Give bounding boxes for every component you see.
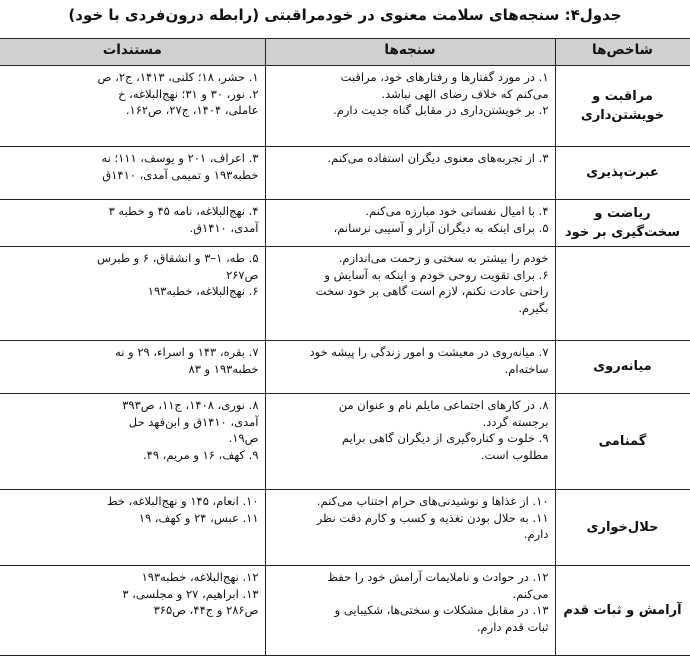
document-line: ۸. نوری، ۱۴۰۸، ج۱۱، ص۳۹۳ [122, 398, 259, 412]
measure-line: ۲. بر خویشتن‌داری در مقابل گناه جدیت دارم. [333, 103, 549, 118]
measure-line: ۸. در کارهای اجتماعی مایلم نام و عنوان من [338, 398, 549, 412]
document-line: ۵. طه، ۱–۳ و انشقاق، ۶ و طبرس [96, 251, 259, 265]
measure-line: ۳. از تجربه‌های معنوی دیگران استفاده می‌کنم. [327, 151, 549, 165]
documents-cell [0, 341, 265, 394]
document-line: ۶. نهج‌البلاغه، خطبه۱۹۳ [147, 284, 259, 299]
measures-cell [265, 147, 555, 200]
measures-cell [265, 566, 555, 656]
document-line: ۱. حشر، ۱۸؛ کلنی، ۱۴۱۳، ج۲، ص [97, 70, 259, 84]
table-row [0, 566, 690, 656]
document-line: ص۱۹. [228, 431, 259, 446]
measure-line: ۱۰. از غذاها و نوشیدنی‌های حرام اجتناب می‌کنم. [316, 494, 549, 508]
document-line: آمدی، ۱۴۱۰ق و ابن‌فهد حل [128, 414, 259, 429]
documents-cell [0, 147, 265, 200]
measures-cell [265, 394, 555, 490]
header-indicator: شاخص‌ها [555, 39, 690, 66]
indicator-cell: مراقبت و خویشتن‌داری [555, 66, 690, 147]
document-line: ص۲۶۷ [226, 267, 259, 282]
documents-cell [0, 66, 265, 147]
document-line: ۱۱. عبس، ۲۴ و کهف، ۱۹ [138, 510, 259, 525]
header-row [0, 39, 690, 66]
indicator-cell: عبرت‌پذیری [555, 147, 690, 200]
header-measures: سنجه‌ها [265, 39, 555, 66]
table-title: جدول۴: سنجه‌های سلامت معنوی در خودمراقبتی (رابطه درون‌فردی با خود) [68, 6, 622, 24]
measure-line: ۱۱. به حلال بودن تغذیه و کسب و کارم دقت نظر [316, 510, 549, 525]
measure-line: مطلوب است. [480, 448, 549, 463]
document-line: ۴. نهج‌البلاغه، نامه ۴۵ و خطبه ۳ [108, 204, 259, 218]
measure-line: ۱۳. در مقابل مشکلات و سختی‌ها، شکیبایی و [334, 603, 549, 618]
measure-line: ۹. خلوت و کناره‌گیری از دیگران گاهی برایم [341, 431, 549, 446]
documents-cell [0, 394, 265, 490]
measure-line: راحتی عادت نکنم، لازم است گاهی بر خود سخت [315, 284, 549, 299]
document-line: ۳. اعراف، ۲۰۱ و یوسف، ۱۱۱؛ نه [101, 151, 259, 165]
table-row [0, 341, 690, 394]
measures-cell [265, 247, 555, 341]
measures-cell [265, 66, 555, 147]
document-line: خطبه۱۹۳ و تمیمی آمدی، ۱۴۱۰ق [102, 167, 259, 182]
measures-cell [265, 200, 555, 247]
document-line: ۱۲. نهج‌البلاغه، خطبه۱۹۳ [141, 570, 259, 584]
document-line: ۲. نور، ۳۰ و ۳۱؛ نهج‌البلاغه، خ [118, 86, 259, 101]
indicator-cell: گمنامی [555, 394, 690, 490]
measure-line: ۱۲. در حوادث و ناملایمات آرامش خود را حفظ [327, 570, 549, 584]
measure-line: خودم را بیشتر به سختی و زحمت می‌اندازم. [338, 251, 549, 265]
measure-line: ۵. برای اینکه به دیگران آزار و آسیبی نرسانم، [333, 220, 549, 235]
document-line: خطبه۱۹۳ و ۸۳ [188, 361, 259, 376]
table-row [0, 490, 690, 566]
measure-line: ثبات قدم دارم. [476, 620, 549, 635]
measure-line: ۴. با امیال نفسانی خود مبارزه می‌کنم. [365, 204, 549, 218]
measure-line: می‌کنم که خلاف رضای الهی نباشد. [381, 86, 549, 101]
table-row [0, 66, 690, 147]
documents-cell [0, 566, 265, 656]
table-row [0, 147, 690, 200]
header-documents: مستندات [0, 39, 265, 66]
measure-line: می‌کنم. [512, 586, 549, 601]
indicator-cell: آرامش و ثبات قدم [555, 566, 690, 656]
indicator-cell: ریاضت و سخت‌گیری بر خود [555, 200, 690, 247]
documents-cell [0, 247, 265, 341]
document-line: ۷. بقره، ۱۴۳ و اسراء، ۲۹ و نه [115, 345, 259, 359]
indicator-cell: میانه‌روی [555, 341, 690, 394]
table-row [0, 200, 690, 247]
indicator-cell [555, 247, 690, 341]
table-row [0, 247, 690, 341]
documents-cell [0, 490, 265, 566]
table-row [0, 394, 690, 490]
measure-line: برجسته گردد. [482, 414, 549, 429]
document-line: ۹. کهف، ۱۶ و مریم، ۴۹. [142, 448, 259, 463]
spiritual-health-table [0, 38, 690, 656]
measure-line: ۷. میانه‌روی در معیشت و امور زندگی را پیشه خود [309, 345, 549, 359]
indicator-cell: حلال‌خواری [555, 490, 690, 566]
measure-line: ۶. برای تقویت روحی خودم و اینکه به آسایش و [324, 267, 549, 282]
measures-cell [265, 341, 555, 394]
document-line: آمدی، ۱۴۱۰ق. [189, 220, 259, 235]
measure-line: بگیرم. [518, 301, 549, 316]
measure-line: دارم. [523, 527, 549, 542]
measures-cell [265, 490, 555, 566]
documents-cell [0, 200, 265, 247]
document-line: ۱۰. انعام، ۱۴۵ و نهج‌البلاغه، خط [106, 494, 259, 508]
measure-line: ۱. در مورد گفتارها و رفتارهای خود، مراقبت [340, 70, 549, 84]
document-line: عاملی، ۱۴۰۴، ج۲۷، ص۱۶۲. [125, 103, 259, 118]
measure-line: ساخته‌ام. [504, 361, 549, 376]
document-line: ص۲۸۶ و ج۴۴، ص۳۶۵ [153, 603, 259, 618]
document-line: ۱۳. ابراهیم، ۲۷ و مجلسی، ۳ [122, 586, 259, 601]
